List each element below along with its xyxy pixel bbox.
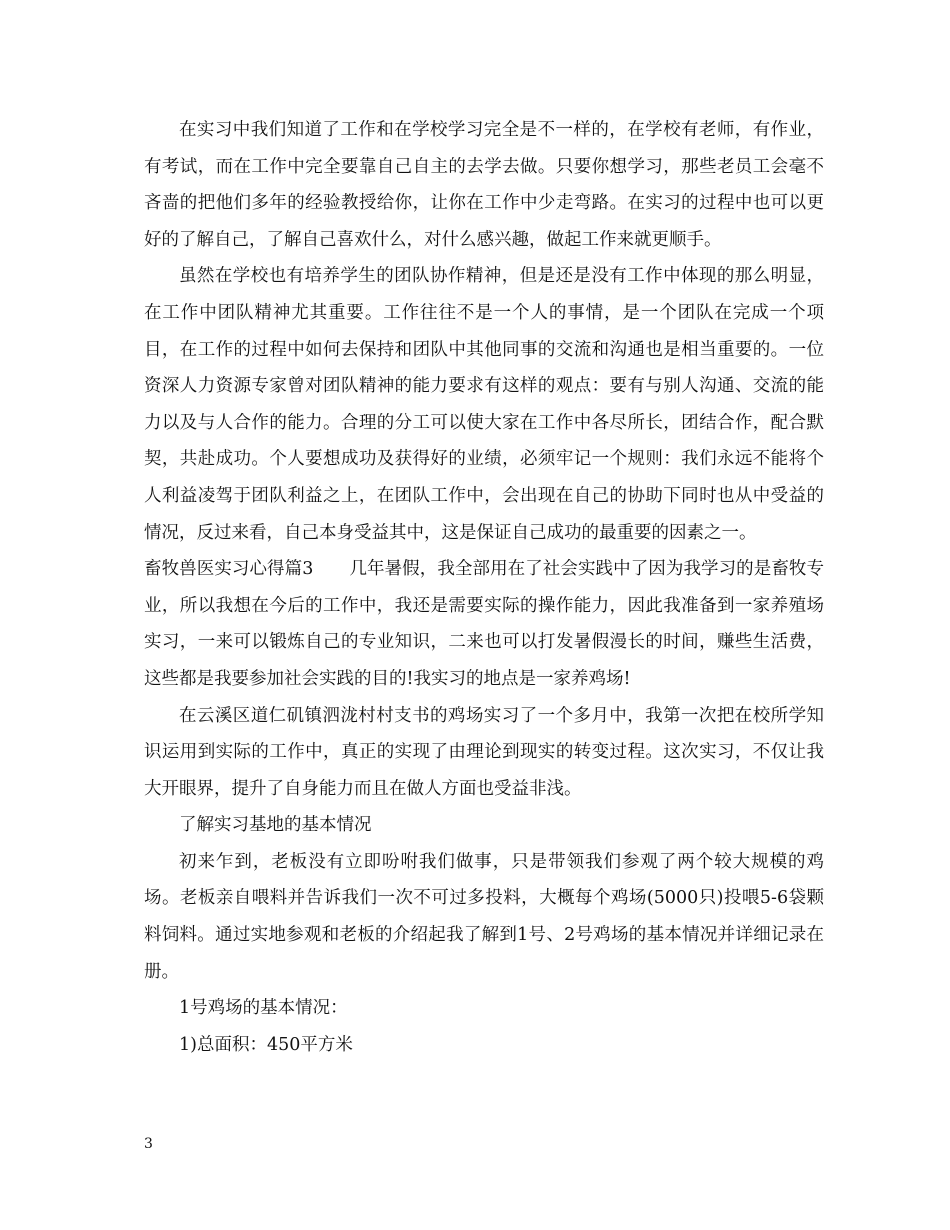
paragraph-teamwork: 虽然在学校也有培养学生的团队协作精神，但是还是没有工作中体现的那么明显，在工作中团队精神尤其重要。工作往往不是一个人的事情，是一个团队在完成一个项目，在工作的过程中如何去保持和团队中其他同事的交流和沟通也是相当重要的。一位资深人力资源专家曾对团队精神的能力要求有这样的观点：要有与别人沟通、交流的能力以及与人合作的能力。合理的分工可以使大家在工作中各尽所长，团结合作，配合默契，共赴成功。个人要想成功及获得好的业绩，必须牢记一个规则：我们永远不能将个人利益凌驾于团队利益之上，在团队工作中，会出现在自己的协助下同时也从中受益的情况，反过来看，自己本身受益其中，这是保证自己成功的最重要的因素之一。 [144, 266, 824, 543]
page-number: 3 [144, 1136, 153, 1152]
paragraph-internship-learning: 在实习中我们知道了工作和在学校学习完全是不一样的，在学校有老师，有作业，有考试，而在工作中完全要靠自己自主的去学去做。只要你想学习，那些老员工会毫不吝啬的把他们多年的经验教授给你，让你在工作中少走弯路。在实习的过程中也可以更好的了解自己，了解自己喜欢什么，对什么感兴趣，做起工作来就更顺手。 [144, 120, 824, 250]
list-heading-farm-1: 1号鸡场的基本情况： [179, 998, 348, 1019]
list-item-total-area: 1)总面积：450平方米 [179, 1034, 353, 1055]
section-title: 畜牧兽医实习心得篇3 [144, 559, 314, 580]
section-3-paragraph [144, 551, 824, 697]
subheading-base-info: 了解实习基地的基本情况 [179, 815, 372, 836]
document-body [144, 112, 824, 1063]
paragraph-first-arrival: 初来乍到，老板没有立即吩咐我们做事，只是带领我们参观了两个较大规模的鸡场。老板亲自喂料并告诉我们一次不可过多投料，大概每个鸡场(5000只)投喂5-6袋颗料饲料。通过实地参观和老板的介绍起我了解到1号、2号鸡场的基本情况并详细记录在册。 [144, 851, 824, 982]
section-first-text: 几年暑假，我全部用在了社会实践中了因为我学习的是畜牧专业，所以我想在今后的工作中，我还是需要实际的操作能力，因此我准备到一家养殖场实习，一来可以锻炼自己的专业知识，二来也可以打发暑假漫长的时间，赚些生活费，这些都是我要参加社会实践的目的!我实习的地点是一家养鸡场! [144, 559, 825, 689]
paragraph-chicken-farm: 在云溪区道仁矶镇泗泷村村支书的鸡场实习了一个多月中，我第一次把在校所学知识运用到实际的工作中，真正的实现了由理论到现实的转变过程。这次实习，不仅让我大开眼界，提升了自身能力而且在做人方面也受益非浅。 [144, 705, 824, 799]
